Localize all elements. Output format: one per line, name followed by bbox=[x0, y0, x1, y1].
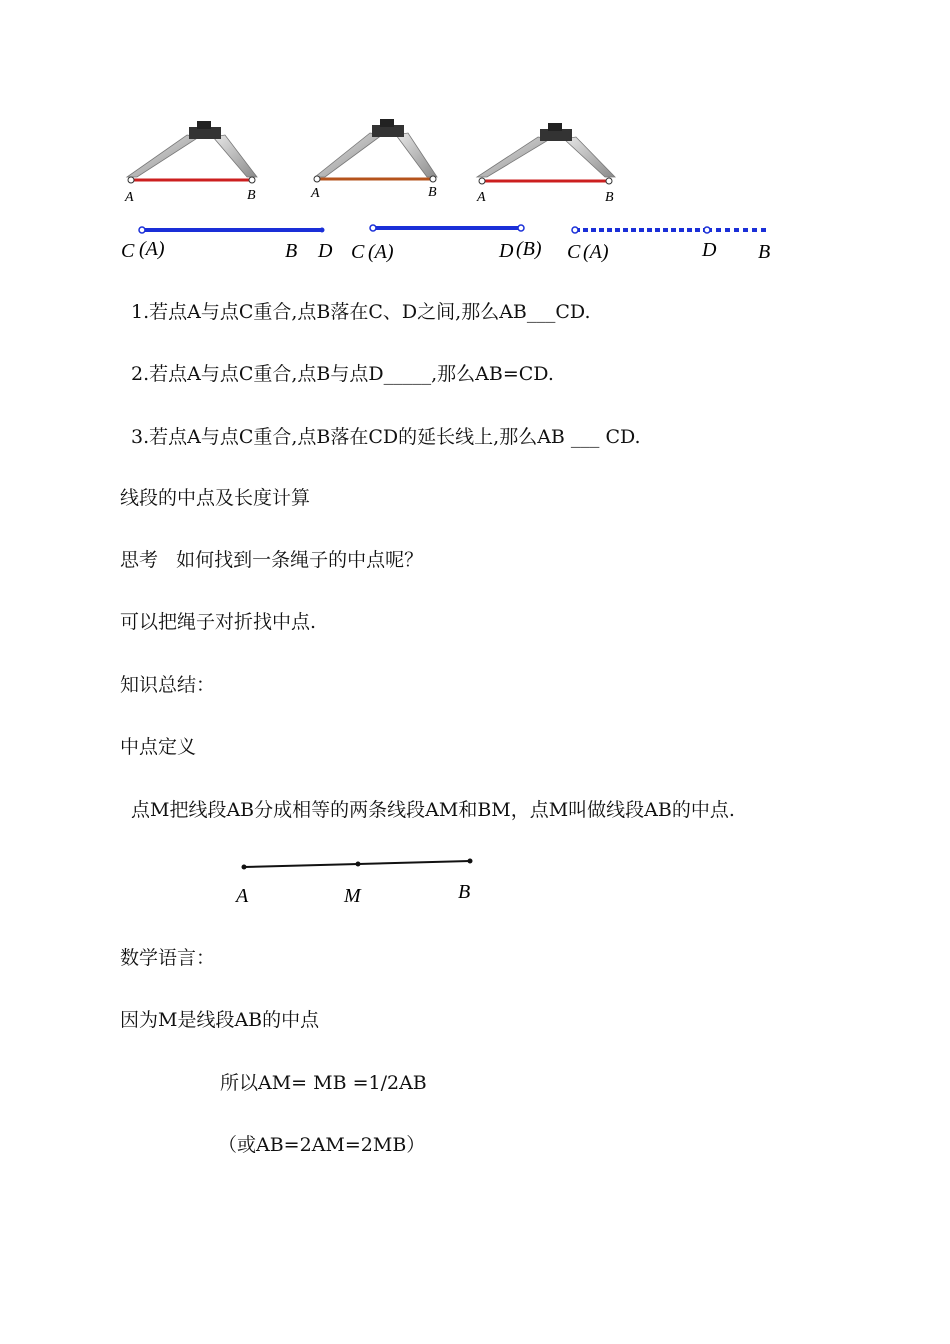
math-language-title: 数学语言： bbox=[120, 947, 216, 969]
label-c: C bbox=[351, 241, 365, 263]
answer-text: 可以把绳子对折找中点. bbox=[120, 611, 317, 633]
label-b: B bbox=[247, 188, 256, 203]
label-d: D bbox=[499, 240, 514, 262]
because-text: 因为M是线段AB的中点 bbox=[120, 1009, 320, 1031]
compass-right-arm bbox=[396, 133, 437, 177]
point-b bbox=[468, 859, 473, 864]
label-a: A bbox=[125, 190, 134, 205]
think-prompt: 思考 如何找到一条绳子的中点呢？ bbox=[120, 549, 424, 571]
question-1: 1.若点A与点C重合,点B落在C、D之间,那么AB___CD. bbox=[131, 301, 591, 323]
label-b: B bbox=[458, 881, 471, 903]
question-2: 2.若点A与点C重合,点B与点D_____,那么AB=CD. bbox=[131, 363, 554, 385]
label-a: A bbox=[236, 885, 249, 907]
label-d: D bbox=[702, 239, 717, 261]
label-b: B bbox=[605, 190, 614, 205]
compass-right-arm bbox=[213, 135, 257, 177]
label-b: B bbox=[285, 240, 298, 262]
segment-case-1 bbox=[121, 227, 333, 262]
label-c: C bbox=[121, 240, 135, 262]
compass-left-arm bbox=[477, 137, 550, 177]
question-3: 3.若点A与点C重合,点B落在CD的延长线上,那么AB ___ CD. bbox=[131, 426, 641, 448]
point-m bbox=[356, 862, 361, 867]
midpoint-figure bbox=[230, 850, 490, 910]
compass-figure bbox=[115, 115, 795, 270]
definition-title: 中点定义 bbox=[120, 736, 197, 758]
segment-case-3 bbox=[567, 227, 770, 263]
compass-left-arm bbox=[315, 133, 382, 177]
alternative-text: （或AB=2AM=2MB） bbox=[218, 1134, 426, 1156]
label-a: A bbox=[311, 186, 320, 201]
label-b: B bbox=[428, 185, 437, 200]
label-ca: (A) bbox=[583, 241, 609, 263]
label-d: D bbox=[318, 240, 333, 262]
label-ca: (A) bbox=[139, 238, 165, 260]
label-db: (B) bbox=[516, 238, 542, 260]
compass-right-arm bbox=[564, 137, 615, 177]
label-m: M bbox=[344, 885, 361, 907]
label-c: C bbox=[567, 241, 581, 263]
compass-panel-1 bbox=[124, 121, 257, 205]
therefore-text: 所以AM= MB =1/2AB bbox=[220, 1072, 427, 1094]
segment-case-2 bbox=[351, 225, 542, 263]
point-a bbox=[242, 865, 247, 870]
label-ca: (A) bbox=[368, 241, 394, 263]
compass-panel-2 bbox=[310, 119, 437, 201]
label-b: B bbox=[758, 241, 771, 263]
section-title: 线段的中点及长度计算 bbox=[120, 487, 311, 509]
compass-left-arm bbox=[127, 135, 199, 177]
summary-title: 知识总结： bbox=[120, 674, 216, 696]
label-a: A bbox=[477, 190, 486, 205]
definition-text: 点M把线段AB分成相等的两条线段AM和BM，点M叫做线段AB的中点. bbox=[131, 799, 735, 821]
compass-panel-3 bbox=[476, 123, 615, 205]
